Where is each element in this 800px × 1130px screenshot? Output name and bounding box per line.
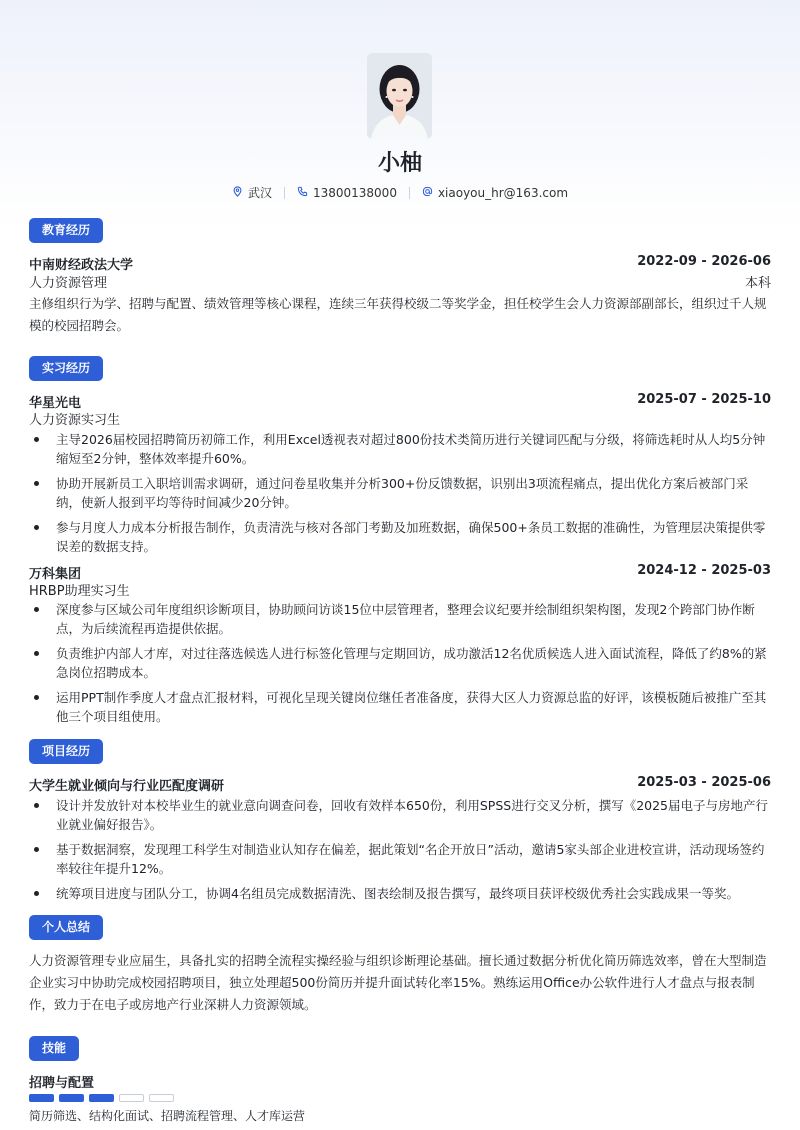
- internship-role: [29, 409, 771, 428]
- major: 人力资源管理: [29, 276, 108, 291]
- internship-bullets: [29, 430, 771, 562]
- project-name: 大学生就业倾向与行业匹配度调研: [29, 779, 225, 794]
- project-period: 2025-03 - 2025-06: [637, 775, 771, 790]
- list-item: 设计并发放针对本校毕业生的就业意向调查问卷，回收有效样本650份，利用SPSS进行交叉分析，撰写《2025届电子与房地产行业就业偏好报告》。: [29, 796, 771, 834]
- avatar: [367, 53, 432, 139]
- contact-location: [232, 184, 272, 201]
- list-item: 参与月度人力成本分析报告制作，负责清洗与核对各部门考勤及加班数据，确保500+条员工数据的准确性，为管理层决策提供零误差的数据支持。: [29, 518, 771, 556]
- list-item: 主导2026届校园招聘简历初筛工作，利用Excel透视表对超过800份技术类简历进行关键词匹配与分级，将筛选耗时从人均5分钟缩短至2分钟，整体效率提升60%。: [29, 430, 771, 468]
- skill-level-bar: [29, 1094, 174, 1102]
- company-name: 华星光电: [29, 396, 82, 411]
- skill-level-segment: [149, 1094, 174, 1102]
- list-item: 深度参与区域公司年度组织诊断项目，协助顾问访谈15位中层管理者，整理会议纪要并绘制组织架构图，发现2个跨部门协作断点，为后续流程再造提供依据。: [29, 600, 771, 638]
- contact-phone: [297, 186, 397, 200]
- list-item: 统筹项目进度与团队分工，协调4名组员完成数据清洗、图表绘制及报告撰写，最终项目获评校级优秀社会实践成果一等奖。: [29, 884, 771, 903]
- section-skills-tag: 技能: [29, 1036, 79, 1061]
- at-sign-icon: [422, 186, 433, 200]
- section-summary-tag: 个人总结: [29, 915, 103, 940]
- section-internship-tag: 实习经历: [29, 356, 103, 381]
- internship-period: 2024-12 - 2025-03: [637, 563, 771, 578]
- education-description: 主修组织行为学、招聘与配置、绩效管理等核心课程，连续三年获得校级二等奖学金，担任校学生会人力资源部副部长，组织过千人规模的校园招聘会。: [29, 296, 767, 333]
- location-text: 武汉: [247, 186, 272, 200]
- school-name: 中南财经政法大学: [29, 258, 134, 273]
- skill-level-segment: [29, 1094, 54, 1102]
- skill-detail: 简历筛选、结构化面试、招聘流程管理、人才库运营: [29, 1109, 306, 1123]
- divider: [284, 187, 285, 199]
- map-pin-icon: [232, 186, 243, 200]
- divider: [409, 187, 410, 199]
- phone-icon: [297, 186, 308, 200]
- email-text: xiaoyou_hr@163.com: [437, 185, 569, 200]
- internship-bullets: [29, 600, 771, 732]
- education-subrow: [29, 272, 771, 291]
- internship-period: 2025-07 - 2025-10: [637, 392, 771, 407]
- skill-level-segment: [119, 1094, 144, 1102]
- skill-name: 招聘与配置: [29, 1076, 95, 1091]
- education-period: 2022-09 - 2026-06: [637, 254, 771, 269]
- project-row: [29, 775, 771, 794]
- internship-role: [29, 580, 771, 599]
- contact-bar: [0, 184, 800, 201]
- role-title: HRBP助理实习生: [29, 584, 130, 599]
- role-title: 人力资源实习生: [29, 413, 121, 428]
- company-name: 万科集团: [29, 567, 82, 582]
- skill-level-segment: [59, 1094, 84, 1102]
- contact-email[interactable]: [422, 186, 568, 200]
- section-education-tag: 教育经历: [29, 218, 103, 243]
- skill-level-segment: [89, 1094, 114, 1102]
- list-item: 负责维护内部人才库，对过往落选候选人进行标签化管理与定期回访，成功激活12名优质候选人进入面试流程，降低了约8%的紧急岗位招聘成本。: [29, 644, 771, 682]
- phone-text: 13800138000: [312, 185, 397, 200]
- section-project-tag: 项目经历: [29, 739, 103, 764]
- education-row: [29, 254, 771, 273]
- summary-text: 人力资源管理专业应届生，具备扎实的招聘全流程实操经验与组织诊断理论基础。擅长通过数据分析优化简历筛选效率，曾在大型制造企业实习中协助完成校园招聘项目，独立处理超500份简历并提升面试转化率15%。熟练运用Office办公软件进行人才盘点与报表制作，致力于在电子或房地产行业深耕人力资源领域。: [29, 953, 767, 1012]
- list-item: 协助开展新员工入职培训需求调研，通过问卷星收集并分析300+份反馈数据，识别出3项流程痛点，提出优化方案后被部门采纳，使新人报到平均等待时间减少20分钟。: [29, 474, 771, 512]
- project-bullets: [29, 796, 771, 909]
- list-item: 基于数据洞察，发现理工科学生对制造业认知存在偏差，据此策划“名企开放日”活动，邀请5家头部企业进校宣讲，活动现场签约率较往年提升12%。: [29, 840, 771, 878]
- degree: 本科: [744, 276, 771, 291]
- candidate-name: 小柚: [377, 151, 422, 176]
- list-item: 运用PPT制作季度人才盘点汇报材料，可视化呈现关键岗位继任者准备度，获得大区人力资源总监的好评，该模板随后被推广至其他三个项目组使用。: [29, 688, 771, 726]
